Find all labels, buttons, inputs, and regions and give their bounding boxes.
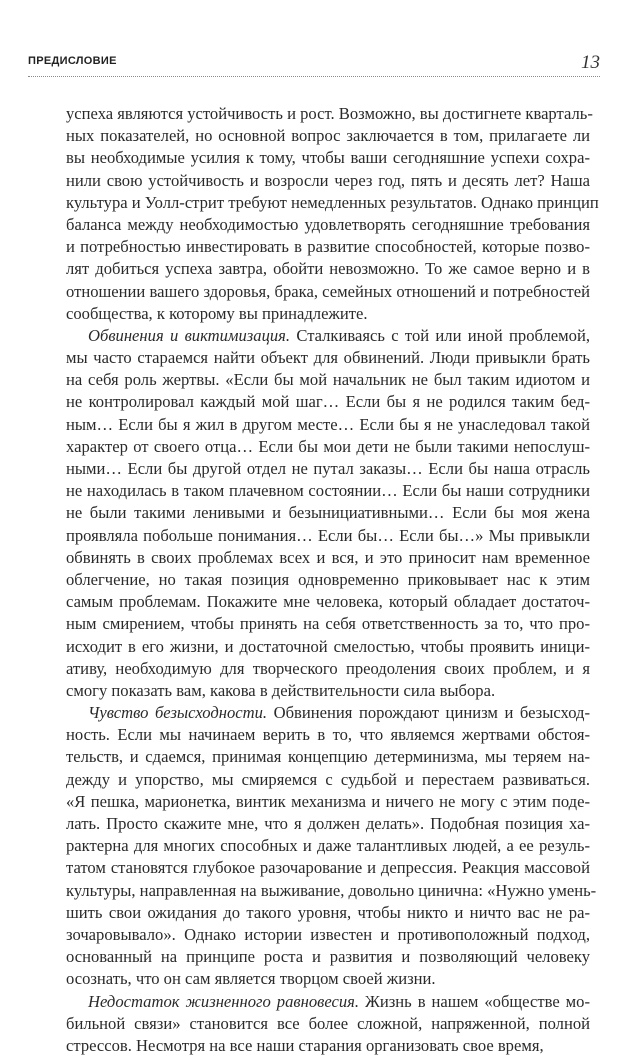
text-line <box>66 702 590 724</box>
text-line <box>66 458 590 480</box>
line-text: облегчение, но такая позиция одновременно приковывает нас к этим <box>66 570 590 589</box>
text-line <box>66 991 590 1013</box>
text-line <box>66 746 590 768</box>
text-line <box>66 214 590 236</box>
text-line <box>66 325 590 347</box>
text-line <box>66 591 590 613</box>
text-line <box>66 125 590 147</box>
line-text: ным смирением, чтобы принять на себя ответственность за то, что про- <box>66 614 590 633</box>
text-line <box>66 946 590 968</box>
line-text: проявляла побольше понимания… Если бы… Если бы…» Мы привыкли <box>66 526 590 545</box>
line-text: основанный на принципе роста и развития и позволяющий человеку <box>66 947 590 966</box>
line-text: ных показателей, но основной вопрос заключается в том, прилагаете ли <box>66 126 590 145</box>
text-line <box>66 880 590 902</box>
text-line <box>66 857 590 879</box>
body-text <box>66 103 590 1057</box>
line-text: ность. Если мы начинаем верить в то, что являемся жертвами обстоя- <box>66 725 590 744</box>
text-line <box>66 414 590 436</box>
line-text: тельств, и сдаемся, принимая концепцию детерминизма, мы теряем на- <box>66 747 590 766</box>
text-line <box>66 281 590 303</box>
text-line <box>66 103 590 125</box>
paragraph-lead-italic: Обвинения и виктимизация. <box>88 326 290 345</box>
paragraph <box>66 325 590 702</box>
line-text: ным… Если бы я жил в другом месте… Если бы я не унаследовал такой <box>66 415 590 434</box>
line-text: стрессов. Несмотря на все наши старания организовать свое время, <box>66 1036 544 1055</box>
line-text: шить свои ожидания до такого уровня, чтобы никто и ничто вас не ра- <box>66 903 590 922</box>
line-text: не находилась в таком плачевном состоянии… Если бы наши сотрудники <box>66 481 590 500</box>
text-line <box>66 902 590 924</box>
line-text: культура и Уолл-стрит требуют немедленных результатов. Однако принцип <box>66 193 599 212</box>
text-line <box>66 347 590 369</box>
text-line <box>66 769 590 791</box>
text-line <box>66 658 590 680</box>
text-line <box>66 391 590 413</box>
line-text: зочаровывало». Однако истории известен и противоположный подход, <box>66 925 590 944</box>
line-text: бильной связи» становится все более сложной, напряженной, полной <box>66 1014 590 1033</box>
line-text: Жизнь в нашем «обществе мо- <box>359 992 590 1011</box>
line-text: Сталкиваясь с той или иной проблемой, <box>290 326 590 345</box>
paragraph <box>66 991 590 1057</box>
line-text: смогу показать вам, какова в действительности сила выбора. <box>66 681 495 700</box>
line-text: вы необходимые усилия к тому, чтобы ваши сегодняшние успехи сохра- <box>66 148 590 167</box>
line-text: ными… Если бы другой отдел не путал заказы… Если бы наша отрасль <box>66 459 590 478</box>
text-line <box>66 547 590 569</box>
line-text: осознать, что он сам является творцом своей жизни. <box>66 969 436 988</box>
line-text: Обвинения порождают цинизм и безысход- <box>267 703 590 722</box>
text-line <box>66 258 590 280</box>
text-line <box>66 924 590 946</box>
text-line <box>66 480 590 502</box>
paragraph-lead-italic: Чувство безысходности. <box>88 703 267 722</box>
paragraph <box>66 103 590 325</box>
text-line <box>66 170 590 192</box>
line-text: исходит в его жизни, и достаточной смелостью, чтобы проявить иници- <box>66 637 590 656</box>
line-text: не контролировал каждый мой шаг… Если бы я не родился таким бед- <box>66 392 590 411</box>
line-text: на себя роль жертвы. «Если бы мой начальник не был таким идиотом и <box>66 370 590 389</box>
text-line <box>66 613 590 635</box>
line-text: лать. Просто скажите мне, что я должен делать». Подобная позиция ха- <box>66 814 590 833</box>
text-line <box>66 436 590 458</box>
paragraph <box>66 702 590 990</box>
text-line <box>66 502 590 524</box>
line-text: характер от своего отца… Если бы мои дети не были такими непослуш- <box>66 437 590 456</box>
line-text: не были такими ленивыми и безынициативными… Если бы моя жена <box>66 503 590 522</box>
text-line <box>66 835 590 857</box>
line-text: дежду и упорство, мы смиряемся с судьбой и перестаем развиваться. <box>66 770 590 789</box>
text-line <box>66 1013 590 1035</box>
line-text: «Я пешка, марионетка, винтик механизма и ничего не могу с этим поде- <box>66 792 590 811</box>
line-text: баланса между необходимостью удовлетворять сегодняшние требования <box>66 215 590 234</box>
line-text: нили свою устойчивость и возросли через год, пять и десять лет? Наша <box>66 171 590 190</box>
line-text: сообщества, к которому вы принадлежите. <box>66 304 368 323</box>
text-line <box>66 680 590 702</box>
text-line <box>66 569 590 591</box>
text-line <box>66 236 590 258</box>
line-text: мы часто стараемся найти объект для обвинений. Люди привыкли брать <box>66 348 590 367</box>
text-line <box>66 1035 590 1057</box>
line-text: рактерна для многих способных и даже талантливых людей, а ее резуль- <box>66 836 590 855</box>
line-text: культуры, направленная на выживание, довольно цинична: «Нужно умень- <box>66 881 596 900</box>
text-line <box>66 813 590 835</box>
section-title: ПРЕДИСЛОВИЕ <box>28 55 117 67</box>
header-rule <box>28 76 600 77</box>
line-text: успеха являются устойчивость и рост. Возможно, вы достигнете кварталь- <box>66 104 593 123</box>
line-text: отношении вашего здоровья, брака, семейных отношений и потребностей <box>66 282 590 301</box>
line-text: и потребностью инвестировать в развитие способностей, которые позво- <box>66 237 590 256</box>
line-text: ативу, необходимую для творческого преодоления своих проблем, и я <box>66 659 590 678</box>
text-line <box>66 147 590 169</box>
line-text: обвинять в своих проблемах всех и вся, и это приносит нам временное <box>66 548 590 567</box>
line-text: самым проблемам. Покажите мне человека, который обладает достаточ- <box>66 592 590 611</box>
text-line <box>66 303 590 325</box>
text-line <box>66 968 590 990</box>
paragraph-lead-italic: Недостаток жизненного равновесия. <box>88 992 359 1011</box>
text-line <box>66 724 590 746</box>
line-text: татом становятся глубокое разочарование и депрессия. Реакция массовой <box>66 858 590 877</box>
text-line <box>66 369 590 391</box>
text-line <box>66 791 590 813</box>
page-number: 13 <box>581 52 600 74</box>
text-line <box>66 192 590 214</box>
text-line <box>66 636 590 658</box>
text-line <box>66 525 590 547</box>
line-text: лят добиться успеха завтра, обойти невозможно. То же самое верно и в <box>66 259 590 278</box>
